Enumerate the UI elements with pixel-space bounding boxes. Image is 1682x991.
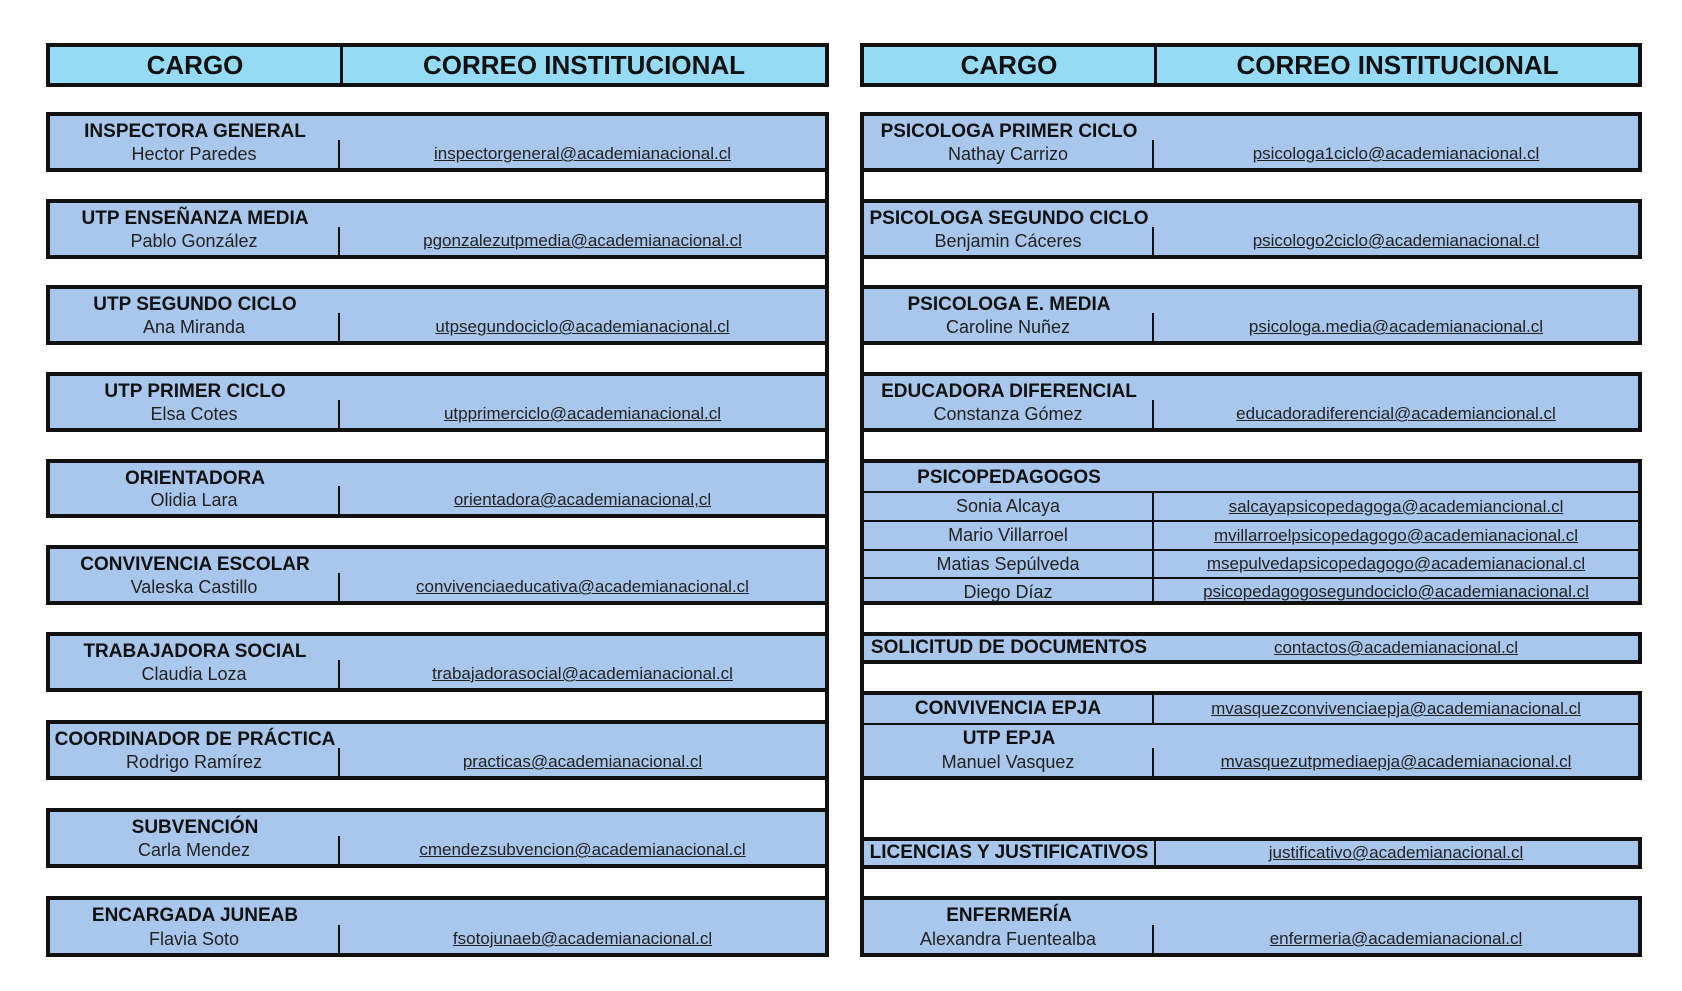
entry-email-link[interactable]: utpsegundociclo@academianacional.cl — [435, 317, 730, 336]
right-entry-psicopedagogos — [860, 459, 1642, 605]
header-left — [46, 43, 829, 87]
left-entry-utp-media — [46, 199, 829, 259]
right-entry-enfermeria — [860, 896, 1642, 957]
entry-name: Valeska Castillo — [50, 573, 340, 601]
entry-role: UTP SEGUNDO CICLO — [93, 294, 297, 315]
right-entry-psicologa-segundo — [860, 199, 1642, 259]
entry-name: Constanza Gómez — [864, 400, 1154, 428]
right-entry-psicologa-media — [860, 285, 1642, 345]
entry-role: LICENCIAS Y JUSTIFICATIVOS — [869, 842, 1149, 863]
entry-email-link[interactable]: psicologa.media@academianacional.cl — [1248, 317, 1544, 336]
entry-role: PSICOLOGA SEGUNDO CICLO — [869, 208, 1149, 229]
entry-email-link[interactable]: contactos@academianacional.cl — [1273, 638, 1519, 657]
entry-email-link[interactable]: psicologo2ciclo@academianacional.cl — [1252, 231, 1540, 250]
entry-email-link[interactable]: psicologa1ciclo@academianacional.cl — [1252, 144, 1540, 163]
header-right — [860, 43, 1642, 87]
entry-name: Hector Paredes — [50, 140, 340, 168]
entry-email-link[interactable]: utpprimerciclo@academianacional.cl — [443, 404, 722, 423]
left-entry-utp-primer — [46, 372, 829, 432]
left-entry-orientadora — [46, 459, 829, 518]
left-entry-utp-segundo — [46, 285, 829, 345]
entry-name: Alexandra Fuentealba — [864, 925, 1154, 953]
left-entry-coordinador — [46, 720, 829, 780]
left-entry-juneab — [46, 896, 829, 957]
entry-name: Nathay Carrizo — [864, 140, 1154, 168]
entry-name: Benjamin Cáceres — [864, 227, 1154, 255]
header-correo-right: CORREO INSTITUCIONAL — [1236, 49, 1559, 80]
entry-role: PSICOLOGA E. MEDIA — [907, 294, 1111, 315]
entry-role: CONVIVENCIA EPJA — [864, 695, 1154, 723]
entry-email-link[interactable]: fsotojunaeb@academianacional.cl — [452, 929, 713, 948]
entry-role: PSICOLOGA PRIMER CICLO — [880, 121, 1138, 142]
entry-email-link[interactable]: educadoradiferencial@academiancional.cl — [1236, 404, 1556, 423]
entry-name: Sonia Alcaya — [864, 493, 1154, 520]
entry-role: PSICOPEDAGOGOS — [917, 467, 1101, 488]
entry-email-link[interactable]: mvasquezconvivenciaepja@academianacional.cl — [1211, 699, 1581, 718]
entry-email-link[interactable]: mvasquezutpmediaepja@academianacional.cl — [1220, 752, 1572, 771]
entry-email-link[interactable]: enfermeria@academianacional.cl — [1269, 929, 1523, 948]
row-separator — [864, 723, 1638, 725]
entry-name: Elsa Cotes — [50, 400, 340, 428]
left-entry-trabajadora — [46, 632, 829, 692]
left-entry-convivencia — [46, 545, 829, 605]
entry-name: Ana Miranda — [50, 313, 340, 341]
header-cargo-left: CARGO — [50, 47, 343, 83]
entry-email-link[interactable]: inspectorgeneral@academianacional.cl — [434, 144, 731, 163]
left-entry-subvencion — [46, 808, 829, 868]
entry-name: Rodrigo Ramírez — [50, 748, 340, 776]
entry-email-link[interactable]: justificativo@academianacional.cl — [1268, 843, 1524, 862]
entry-role: UTP PRIMER CICLO — [104, 381, 286, 402]
right-entry-solicitud — [860, 632, 1642, 664]
entry-role: ENCARGADA JUNEAB — [91, 905, 299, 926]
entry-email-link[interactable]: trabajadorasocial@academianacional.cl — [432, 664, 733, 683]
entry-role: UTP ENSEÑANZA MEDIA — [81, 208, 309, 229]
entry-role: SUBVENCIÓN — [131, 817, 259, 838]
entry-name: Claudia Loza — [50, 660, 340, 688]
right-entry-epja — [860, 691, 1642, 780]
entry-name: Caroline Nuñez — [864, 313, 1154, 341]
entry-email-link[interactable]: msepulvedapsicopedagogo@academianacional.cl — [1206, 554, 1586, 573]
entry-email-link[interactable]: convivenciaeducativa@academianacional.cl — [416, 577, 749, 596]
entry-email-link[interactable]: cmendezsubvencion@academianacional.cl — [419, 840, 746, 859]
right-entry-licencias — [860, 837, 1642, 869]
entry-email-link[interactable]: orientadora@academianacional,cl — [453, 490, 712, 509]
left-entry-inspectora — [46, 112, 829, 172]
entry-email-link[interactable]: psicopedagogosegundociclo@academianacional.cl — [1203, 582, 1589, 601]
entry-email-link[interactable]: practicas@academianacional.cl — [462, 752, 703, 771]
entry-name: Pablo González — [50, 227, 340, 255]
entry-role: INSPECTORA GENERAL — [84, 121, 306, 142]
entry-name: Carla Mendez — [50, 836, 340, 864]
entry-name: Mario Villarroel — [864, 522, 1154, 549]
right-entry-psicologa-primer — [860, 112, 1642, 172]
header-cargo-right: CARGO — [864, 47, 1157, 83]
entry-role: EDUCADORA DIFERENCIAL — [881, 381, 1137, 402]
entry-name: Flavia Soto — [50, 925, 340, 953]
entry-name: Olidia Lara — [50, 486, 340, 514]
entry-name: Manuel Vasquez — [864, 748, 1154, 776]
entry-role: COORDINADOR DE PRÁCTICA — [54, 729, 336, 750]
header-correo-left: CORREO INSTITUCIONAL — [422, 49, 746, 80]
entry-role: UTP EPJA — [962, 728, 1056, 749]
entry-email-link[interactable]: salcayapsicopedagoga@academiancional.cl — [1228, 496, 1564, 516]
entry-email-link[interactable]: mvillarroelpsicopedagogo@academianacional.cl — [1213, 525, 1579, 545]
entry-role: CONVIVENCIA ESCOLAR — [80, 554, 310, 575]
entry-role: ENFERMERÍA — [946, 905, 1072, 926]
entry-role: SOLICITUD DE DOCUMENTOS — [870, 637, 1148, 658]
entry-name: Diego Díaz — [864, 579, 1154, 605]
entry-email-link[interactable]: pgonzalezutpmedia@academianacional.cl — [423, 231, 742, 250]
right-entry-educadora — [860, 372, 1642, 432]
entry-role: ORIENTADORA — [124, 468, 266, 489]
entry-role: TRABAJADORA SOCIAL — [83, 641, 307, 662]
entry-name: Matias Sepúlveda — [864, 551, 1154, 577]
